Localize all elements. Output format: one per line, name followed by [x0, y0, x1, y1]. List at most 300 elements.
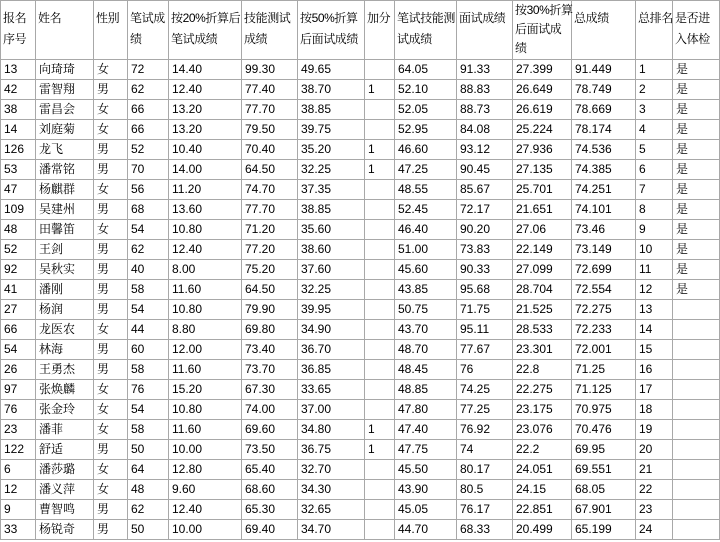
header-line: 技能测试 — [244, 11, 291, 25]
cell-skill-50pct: 37.35 — [298, 180, 365, 200]
cell-interview-30pct: 23.301 — [513, 340, 572, 360]
cell-physical-exam: 是 — [673, 140, 720, 160]
cell-bonus — [365, 120, 395, 140]
cell-interview-30pct: 22.851 — [513, 500, 572, 520]
cell-gender: 男 — [94, 80, 128, 100]
header-line: 绩 — [515, 41, 527, 55]
cell-written-skill-total: 64.05 — [395, 60, 457, 80]
cell-interview-30pct: 27.936 — [513, 140, 572, 160]
cell-written-score: 52 — [128, 140, 169, 160]
cell-bonus — [365, 60, 395, 80]
cell-skill-score: 74.70 — [242, 180, 298, 200]
cell-total-score: 69.95 — [572, 440, 636, 460]
cell-skill-50pct: 37.00 — [298, 400, 365, 420]
cell-physical-exam — [673, 420, 720, 440]
cell-interview-score: 77.67 — [457, 340, 513, 360]
cell-name: 林海 — [36, 340, 94, 360]
cell-total-score: 91.449 — [572, 60, 636, 80]
cell-written-score: 64 — [128, 460, 169, 480]
cell-skill-50pct: 37.60 — [298, 260, 365, 280]
cell-written-skill-total: 52.10 — [395, 80, 457, 100]
header-bonus — [365, 1, 395, 60]
header-line: 总成绩 — [574, 11, 609, 25]
table-row — [1, 60, 720, 80]
cell-skill-score: 79.50 — [242, 120, 298, 140]
cell-registration-number: 52 — [1, 240, 36, 260]
table-header — [1, 1, 720, 60]
cell-interview-score: 90.45 — [457, 160, 513, 180]
cell-written-score: 68 — [128, 200, 169, 220]
cell-total-score: 78.669 — [572, 100, 636, 120]
header-line: 姓名 — [38, 11, 62, 25]
cell-written-score: 72 — [128, 60, 169, 80]
cell-total-score: 70.975 — [572, 400, 636, 420]
cell-interview-30pct: 23.076 — [513, 420, 572, 440]
cell-interview-score: 68.33 — [457, 520, 513, 540]
cell-gender: 女 — [94, 400, 128, 420]
cell-physical-exam — [673, 520, 720, 540]
cell-physical-exam — [673, 400, 720, 420]
cell-interview-30pct: 22.275 — [513, 380, 572, 400]
cell-total-score: 68.05 — [572, 480, 636, 500]
cell-registration-number: 48 — [1, 220, 36, 240]
cell-name: 潘菲 — [36, 420, 94, 440]
cell-written-score: 62 — [128, 80, 169, 100]
cell-gender: 女 — [94, 460, 128, 480]
cell-written-skill-total: 52.05 — [395, 100, 457, 120]
cell-name: 杨锐奇 — [36, 520, 94, 540]
cell-skill-score: 77.20 — [242, 240, 298, 260]
cell-interview-score: 95.68 — [457, 280, 513, 300]
cell-gender: 女 — [94, 100, 128, 120]
header-line: 笔试技能测 — [397, 11, 456, 25]
cell-skill-score: 73.50 — [242, 440, 298, 460]
cell-skill-50pct: 35.60 — [298, 220, 365, 240]
cell-written-20pct: 13.20 — [169, 120, 242, 140]
header-line: 性别 — [96, 11, 120, 25]
cell-skill-score: 73.70 — [242, 360, 298, 380]
cell-written-score: 56 — [128, 180, 169, 200]
cell-bonus — [365, 380, 395, 400]
cell-interview-30pct: 28.704 — [513, 280, 572, 300]
cell-registration-number: 109 — [1, 200, 36, 220]
header-line: 笔试成绩 — [171, 32, 218, 46]
cell-interview-30pct: 27.06 — [513, 220, 572, 240]
cell-written-skill-total: 45.05 — [395, 500, 457, 520]
cell-interview-30pct: 21.651 — [513, 200, 572, 220]
cell-interview-score: 76.92 — [457, 420, 513, 440]
header-skill-score — [242, 1, 298, 60]
cell-bonus — [365, 520, 395, 540]
cell-written-skill-total: 46.40 — [395, 220, 457, 240]
cell-registration-number: 66 — [1, 320, 36, 340]
header-line: 成绩 — [244, 32, 268, 46]
table-row — [1, 80, 720, 100]
cell-written-skill-total: 44.70 — [395, 520, 457, 540]
cell-rank: 15 — [636, 340, 673, 360]
cell-skill-50pct: 36.70 — [298, 340, 365, 360]
cell-interview-30pct: 22.8 — [513, 360, 572, 380]
cell-written-score: 44 — [128, 320, 169, 340]
cell-total-score: 72.554 — [572, 280, 636, 300]
cell-skill-score: 69.40 — [242, 520, 298, 540]
cell-written-skill-total: 50.75 — [395, 300, 457, 320]
cell-rank: 23 — [636, 500, 673, 520]
cell-skill-50pct: 36.75 — [298, 440, 365, 460]
cell-written-20pct: 13.20 — [169, 100, 242, 120]
cell-interview-score: 80.5 — [457, 480, 513, 500]
cell-bonus — [365, 220, 395, 240]
cell-written-20pct: 11.60 — [169, 360, 242, 380]
cell-written-20pct: 10.80 — [169, 220, 242, 240]
cell-written-skill-total: 48.45 — [395, 360, 457, 380]
cell-interview-score: 95.11 — [457, 320, 513, 340]
cell-skill-score: 65.30 — [242, 500, 298, 520]
cell-skill-score: 79.90 — [242, 300, 298, 320]
cell-total-score: 69.551 — [572, 460, 636, 480]
cell-name: 田馨笛 — [36, 220, 94, 240]
cell-bonus — [365, 180, 395, 200]
cell-skill-score: 65.40 — [242, 460, 298, 480]
cell-rank: 24 — [636, 520, 673, 540]
cell-written-skill-total: 51.00 — [395, 240, 457, 260]
cell-interview-score: 74 — [457, 440, 513, 460]
cell-interview-score: 90.20 — [457, 220, 513, 240]
cell-written-score: 66 — [128, 120, 169, 140]
cell-skill-score: 71.20 — [242, 220, 298, 240]
cell-rank: 7 — [636, 180, 673, 200]
cell-skill-50pct: 34.70 — [298, 520, 365, 540]
cell-written-skill-total: 43.85 — [395, 280, 457, 300]
cell-written-skill-total: 52.45 — [395, 200, 457, 220]
cell-interview-30pct: 26.619 — [513, 100, 572, 120]
cell-physical-exam — [673, 380, 720, 400]
table-row — [1, 140, 720, 160]
cell-name: 吴建州 — [36, 200, 94, 220]
cell-skill-50pct: 39.75 — [298, 120, 365, 140]
cell-written-score: 62 — [128, 240, 169, 260]
header-line: 是否进 — [675, 11, 710, 25]
header-line: 按30%折算 — [515, 3, 573, 17]
cell-written-score: 58 — [128, 280, 169, 300]
cell-interview-score: 73.83 — [457, 240, 513, 260]
cell-interview-30pct: 20.499 — [513, 520, 572, 540]
cell-name: 王剑 — [36, 240, 94, 260]
cell-registration-number: 27 — [1, 300, 36, 320]
table-row — [1, 180, 720, 200]
header-line: 笔试成 — [130, 11, 165, 25]
cell-interview-score: 80.17 — [457, 460, 513, 480]
cell-name: 张焕麟 — [36, 380, 94, 400]
cell-bonus — [365, 400, 395, 420]
cell-written-skill-total: 47.75 — [395, 440, 457, 460]
cell-physical-exam: 是 — [673, 260, 720, 280]
cell-written-skill-total: 47.25 — [395, 160, 457, 180]
cell-registration-number: 12 — [1, 480, 36, 500]
cell-name: 曹智鸣 — [36, 500, 94, 520]
cell-skill-score: 77.40 — [242, 80, 298, 100]
cell-rank: 6 — [636, 160, 673, 180]
cell-written-score: 54 — [128, 220, 169, 240]
cell-rank: 9 — [636, 220, 673, 240]
cell-skill-score: 69.60 — [242, 420, 298, 440]
cell-total-score: 72.001 — [572, 340, 636, 360]
cell-registration-number: 14 — [1, 120, 36, 140]
cell-rank: 20 — [636, 440, 673, 460]
cell-bonus: 1 — [365, 80, 395, 100]
cell-bonus — [365, 460, 395, 480]
header-gender — [94, 1, 128, 60]
cell-written-20pct: 10.40 — [169, 140, 242, 160]
cell-registration-number: 54 — [1, 340, 36, 360]
cell-skill-50pct: 34.30 — [298, 480, 365, 500]
cell-skill-score: 99.30 — [242, 60, 298, 80]
cell-bonus — [365, 320, 395, 340]
cell-interview-score: 76 — [457, 360, 513, 380]
cell-written-20pct: 8.00 — [169, 260, 242, 280]
cell-written-score: 48 — [128, 480, 169, 500]
cell-written-20pct: 10.00 — [169, 520, 242, 540]
cell-written-score: 50 — [128, 520, 169, 540]
cell-interview-30pct: 26.649 — [513, 80, 572, 100]
cell-gender: 女 — [94, 480, 128, 500]
table-row — [1, 440, 720, 460]
cell-written-20pct: 11.60 — [169, 420, 242, 440]
cell-written-score: 58 — [128, 420, 169, 440]
cell-physical-exam: 是 — [673, 220, 720, 240]
cell-skill-50pct: 38.70 — [298, 80, 365, 100]
header-interview-score — [457, 1, 513, 60]
header-line: 面试成绩 — [459, 11, 506, 25]
cell-name: 雷智翔 — [36, 80, 94, 100]
cell-physical-exam: 是 — [673, 160, 720, 180]
cell-written-score: 40 — [128, 260, 169, 280]
cell-gender: 女 — [94, 380, 128, 400]
cell-bonus — [365, 200, 395, 220]
cell-gender: 男 — [94, 520, 128, 540]
cell-gender: 男 — [94, 440, 128, 460]
cell-physical-exam — [673, 480, 720, 500]
cell-written-skill-total: 46.60 — [395, 140, 457, 160]
cell-registration-number: 76 — [1, 400, 36, 420]
cell-name: 杨润 — [36, 300, 94, 320]
cell-registration-number: 6 — [1, 460, 36, 480]
cell-interview-score: 77.25 — [457, 400, 513, 420]
cell-gender: 男 — [94, 200, 128, 220]
cell-written-score: 54 — [128, 400, 169, 420]
table-body — [1, 60, 720, 540]
cell-skill-score: 69.80 — [242, 320, 298, 340]
header-physical-exam — [673, 1, 720, 60]
cell-written-20pct: 12.40 — [169, 240, 242, 260]
cell-name: 雷昌会 — [36, 100, 94, 120]
cell-written-skill-total: 43.70 — [395, 320, 457, 340]
cell-skill-50pct: 36.85 — [298, 360, 365, 380]
cell-bonus: 1 — [365, 420, 395, 440]
cell-name: 潘莎璐 — [36, 460, 94, 480]
cell-total-score: 74.536 — [572, 140, 636, 160]
cell-bonus — [365, 340, 395, 360]
cell-rank: 2 — [636, 80, 673, 100]
cell-gender: 男 — [94, 360, 128, 380]
cell-gender: 男 — [94, 280, 128, 300]
cell-interview-score: 90.33 — [457, 260, 513, 280]
cell-interview-30pct: 27.135 — [513, 160, 572, 180]
cell-interview-30pct: 21.525 — [513, 300, 572, 320]
cell-rank: 19 — [636, 420, 673, 440]
cell-written-score: 60 — [128, 340, 169, 360]
header-line: 按50%折算 — [300, 11, 358, 25]
cell-interview-score: 85.67 — [457, 180, 513, 200]
cell-total-score: 70.476 — [572, 420, 636, 440]
cell-written-skill-total: 48.55 — [395, 180, 457, 200]
cell-skill-50pct: 38.85 — [298, 100, 365, 120]
cell-written-20pct: 10.80 — [169, 400, 242, 420]
header-line: 后面试成绩 — [300, 32, 359, 46]
header-line: 绩 — [130, 32, 142, 46]
cell-total-score: 72.699 — [572, 260, 636, 280]
cell-written-score: 50 — [128, 440, 169, 460]
cell-interview-30pct: 24.15 — [513, 480, 572, 500]
cell-registration-number: 33 — [1, 520, 36, 540]
cell-registration-number: 97 — [1, 380, 36, 400]
cell-written-skill-total: 45.60 — [395, 260, 457, 280]
cell-physical-exam: 是 — [673, 100, 720, 120]
table-row — [1, 200, 720, 220]
cell-registration-number: 23 — [1, 420, 36, 440]
table-row — [1, 520, 720, 540]
cell-physical-exam — [673, 440, 720, 460]
cell-total-score: 71.25 — [572, 360, 636, 380]
cell-registration-number: 53 — [1, 160, 36, 180]
cell-rank: 3 — [636, 100, 673, 120]
cell-name: 潘义萍 — [36, 480, 94, 500]
cell-total-score: 72.275 — [572, 300, 636, 320]
cell-bonus — [365, 300, 395, 320]
header-written-score — [128, 1, 169, 60]
cell-rank: 12 — [636, 280, 673, 300]
cell-skill-50pct: 32.25 — [298, 160, 365, 180]
cell-written-skill-total: 48.70 — [395, 340, 457, 360]
cell-name: 张金玲 — [36, 400, 94, 420]
cell-physical-exam: 是 — [673, 180, 720, 200]
cell-bonus — [365, 100, 395, 120]
header-line: 后面试成 — [515, 22, 562, 36]
cell-bonus — [365, 240, 395, 260]
cell-bonus — [365, 280, 395, 300]
cell-skill-50pct: 32.70 — [298, 460, 365, 480]
cell-skill-score: 64.50 — [242, 280, 298, 300]
cell-skill-50pct: 34.80 — [298, 420, 365, 440]
cell-name: 杨麒群 — [36, 180, 94, 200]
cell-written-20pct: 9.60 — [169, 480, 242, 500]
header-skill-50pct — [298, 1, 365, 60]
cell-name: 刘庭菊 — [36, 120, 94, 140]
cell-total-score: 78.749 — [572, 80, 636, 100]
cell-gender: 女 — [94, 120, 128, 140]
cell-skill-50pct: 32.65 — [298, 500, 365, 520]
cell-skill-50pct: 38.60 — [298, 240, 365, 260]
cell-bonus: 1 — [365, 160, 395, 180]
cell-rank: 21 — [636, 460, 673, 480]
cell-name: 潘常铭 — [36, 160, 94, 180]
cell-written-20pct: 14.00 — [169, 160, 242, 180]
cell-interview-score: 72.17 — [457, 200, 513, 220]
cell-written-20pct: 12.80 — [169, 460, 242, 480]
cell-skill-score: 68.60 — [242, 480, 298, 500]
cell-skill-50pct: 35.20 — [298, 140, 365, 160]
cell-interview-score: 93.12 — [457, 140, 513, 160]
header-rank — [636, 1, 673, 60]
cell-total-score: 74.251 — [572, 180, 636, 200]
cell-physical-exam — [673, 300, 720, 320]
cell-bonus — [365, 480, 395, 500]
cell-written-20pct: 15.20 — [169, 380, 242, 400]
cell-total-score: 65.199 — [572, 520, 636, 540]
cell-physical-exam: 是 — [673, 60, 720, 80]
cell-interview-score: 71.75 — [457, 300, 513, 320]
cell-registration-number: 13 — [1, 60, 36, 80]
cell-physical-exam — [673, 320, 720, 340]
table-row — [1, 300, 720, 320]
cell-total-score: 72.233 — [572, 320, 636, 340]
cell-written-score: 66 — [128, 100, 169, 120]
cell-written-20pct: 11.20 — [169, 180, 242, 200]
cell-bonus — [365, 260, 395, 280]
cell-registration-number: 92 — [1, 260, 36, 280]
table-row — [1, 460, 720, 480]
cell-bonus — [365, 500, 395, 520]
cell-name: 龙医农 — [36, 320, 94, 340]
table-row — [1, 500, 720, 520]
table-row — [1, 160, 720, 180]
cell-gender: 男 — [94, 140, 128, 160]
table-row — [1, 420, 720, 440]
cell-written-skill-total: 43.90 — [395, 480, 457, 500]
cell-written-skill-total: 47.80 — [395, 400, 457, 420]
cell-gender: 男 — [94, 160, 128, 180]
cell-gender: 女 — [94, 60, 128, 80]
cell-skill-score: 73.40 — [242, 340, 298, 360]
cell-registration-number: 9 — [1, 500, 36, 520]
cell-written-skill-total: 52.95 — [395, 120, 457, 140]
cell-physical-exam — [673, 360, 720, 380]
cell-interview-score: 74.25 — [457, 380, 513, 400]
table-row — [1, 120, 720, 140]
cell-name: 龙飞 — [36, 140, 94, 160]
cell-gender: 女 — [94, 180, 128, 200]
cell-interview-30pct: 28.533 — [513, 320, 572, 340]
header-line: 试成绩 — [397, 32, 432, 46]
cell-written-20pct: 12.40 — [169, 500, 242, 520]
cell-rank: 16 — [636, 360, 673, 380]
cell-rank: 11 — [636, 260, 673, 280]
cell-bonus: 1 — [365, 140, 395, 160]
cell-skill-score: 64.50 — [242, 160, 298, 180]
cell-total-score: 78.174 — [572, 120, 636, 140]
cell-skill-50pct: 49.65 — [298, 60, 365, 80]
header-registration-number — [1, 1, 36, 60]
cell-gender: 女 — [94, 320, 128, 340]
cell-gender: 男 — [94, 340, 128, 360]
cell-registration-number: 38 — [1, 100, 36, 120]
cell-total-score: 71.125 — [572, 380, 636, 400]
cell-name: 潘刚 — [36, 280, 94, 300]
cell-skill-score: 70.40 — [242, 140, 298, 160]
header-line: 加分 — [367, 11, 391, 25]
table-row — [1, 340, 720, 360]
table-row — [1, 320, 720, 340]
